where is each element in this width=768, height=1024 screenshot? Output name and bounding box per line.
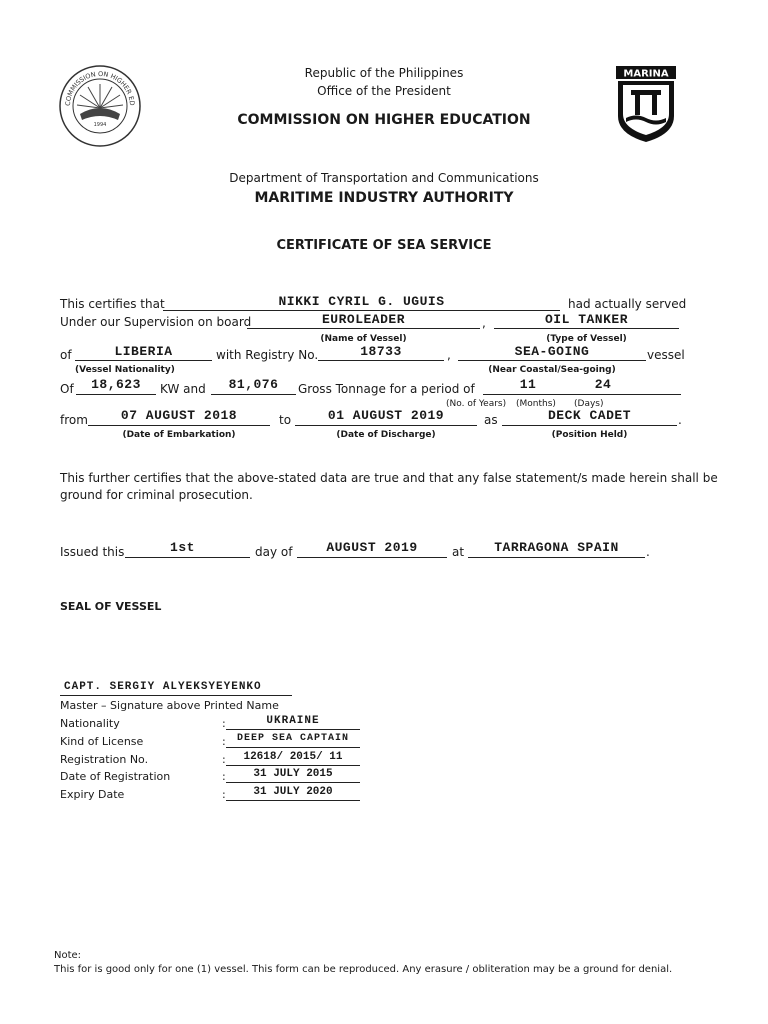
caption-months: (Months) [516,399,556,409]
label-of-capital: Of [60,382,74,396]
engine-power-kw: 18,623 [91,377,141,392]
caption-position: (Position Held) [551,430,628,440]
period-days: 24 [594,377,612,392]
vessel-type: OIL TANKER [544,312,628,327]
label-under-supervision: Under our Supervision on board [60,315,252,329]
further-certifies-line2: ground for criminal prosecution. [60,488,253,502]
label-day-of: day of [255,545,293,559]
header-republic: Republic of the Philippines [304,66,464,80]
marina-logo-text: MARINA [623,68,669,80]
seafarer-name: NIKKI CYRIL G. UGUIS [278,294,445,309]
caption-years: (No. of Years) [446,399,507,409]
date-of-embarkation: 07 AUGUST 2018 [120,408,238,423]
label-registration-no: Registration No. [60,753,149,766]
vessel-trade-area: SEA-GOING [514,344,590,359]
header-office: Office of the President [317,84,451,98]
registry-number: 18733 [360,344,402,359]
label-expiry-date: Expiry Date [60,788,125,801]
label-issued-this: Issued this [60,545,125,559]
master-nationality: UKRAINE [266,715,320,727]
label-date-of-registration: Date of Registration [60,770,171,783]
issued-place: TARRAGONA SPAIN [494,540,619,555]
label-with-registry: with Registry No. [216,348,319,362]
seal-of-vessel-label: SEAL OF VESSEL [60,600,162,613]
header-authority: MARITIME INDUSTRY AUTHORITY [254,190,514,206]
label-as: as [484,413,498,427]
label-from: from [60,413,88,427]
seal-ring-text: COMMISSION ON HIGHER ED [63,69,137,107]
label-at: at [452,545,465,559]
caption-vessel-type: (Type of Vessel) [546,334,627,344]
label-gross-tonnage-period: Gross Tonnage for a period of [298,382,475,396]
caption-near-coastal: (Near Coastal/Sea-going) [488,365,616,375]
note-label: Note: [54,950,82,961]
master-registration-no: 12618/ 2015/ 11 [243,751,343,763]
vessel-nationality: LIBERIA [114,344,173,359]
issued-month-year: AUGUST 2019 [326,540,418,555]
caption-discharge: (Date of Discharge) [336,430,436,440]
label-of: of [60,348,72,362]
label-nationality: Nationality [60,717,120,730]
master-caption: Master – Signature above Printed Name [60,699,279,712]
master-date-of-registration: 31 JULY 2015 [253,768,333,780]
header-department: Department of Transportation and Communications [229,171,539,185]
caption-vessel-name: (Name of Vessel) [320,334,407,344]
label-kind-of-license: Kind of License [60,735,144,748]
caption-embarkation: (Date of Embarkation) [122,430,236,440]
gross-tonnage: 81,076 [228,377,279,392]
position-held: DECK CADET [547,408,631,423]
label-had-served: had actually served [568,297,687,311]
label-vessel: vessel [647,348,685,362]
master-expiry-date: 31 JULY 2020 [253,786,333,798]
seal-year: 1994 [93,122,107,128]
further-certifies-line1: This further certifies that the above-stated data are true and that any false statement/s made herein shall be [60,471,718,485]
note-text: This for is good only for one (1) vessel. This form can be reproduced. Any erasure / obliteration may be a ground for denial. [54,964,673,975]
caption-days: (Days) [574,399,604,409]
vessel-name: EUROLEADER [321,312,405,327]
header-commission: COMMISSION ON HIGHER EDUCATION [237,112,531,128]
label-this-certifies: This certifies that [60,297,165,311]
period-months: 11 [519,377,537,392]
master-name: CAPT. SERGIY ALYEKSYEYENKO [64,681,262,693]
label-kw-and: KW and [160,382,206,396]
master-license: DEEP SEA CAPTAIN [236,733,349,744]
certificate-title: CERTIFICATE OF SEA SERVICE [276,238,492,253]
issued-day: 1st [170,540,195,555]
label-to: to [279,413,292,427]
date-of-discharge: 01 AUGUST 2019 [327,408,445,423]
caption-vessel-nationality: (Vessel Nationality) [75,365,175,375]
